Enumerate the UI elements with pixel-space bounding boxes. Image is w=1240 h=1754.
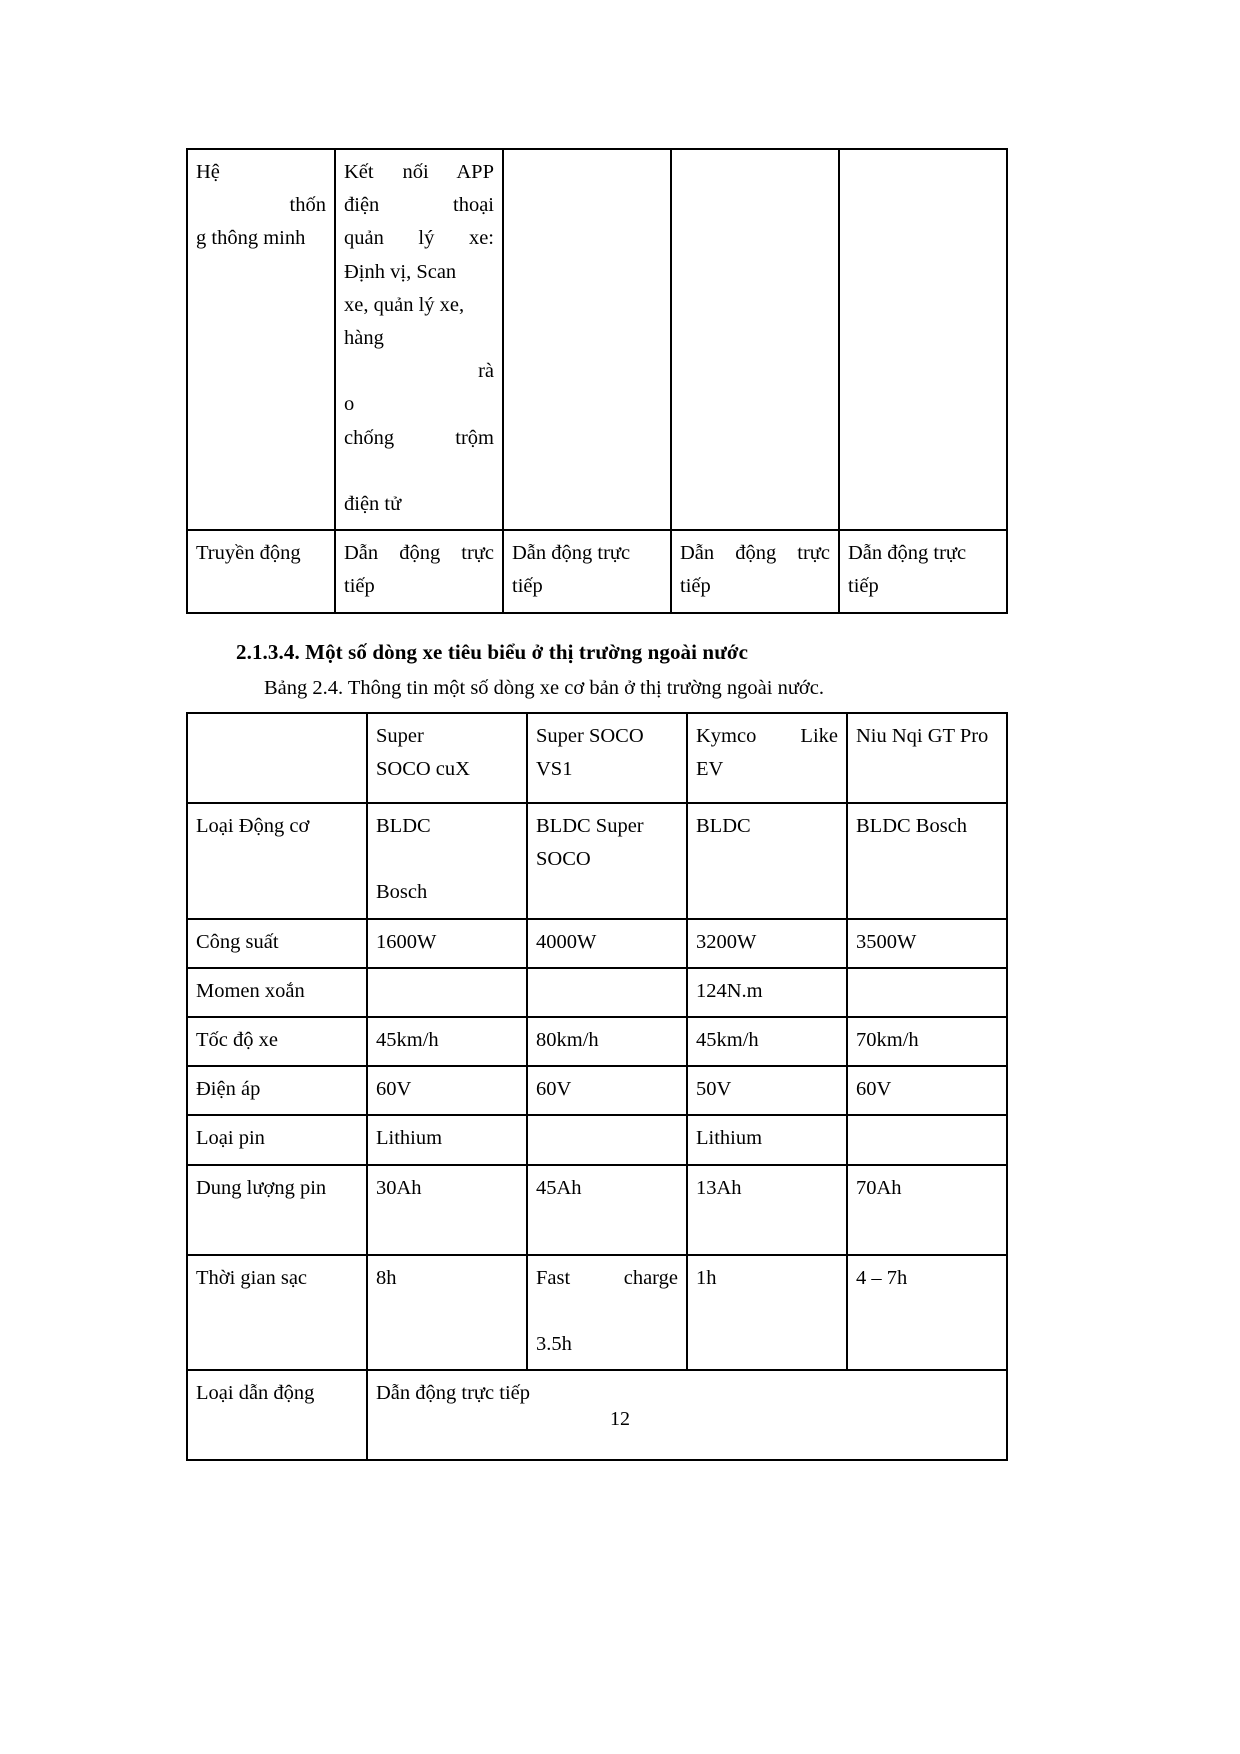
cell-line: 8h — [376, 1266, 397, 1289]
cell-line: quản lý xe: — [344, 227, 494, 250]
row-value-cell — [527, 1017, 687, 1066]
row-value-cell — [847, 968, 1007, 1017]
row-value-cell — [503, 530, 671, 612]
row-value-cell — [847, 1066, 1007, 1115]
row-value-cell — [847, 803, 1007, 919]
cell-line: Dẫn động trực — [512, 542, 631, 565]
cell-line: 3200W — [696, 930, 757, 953]
row-label-cell — [187, 149, 335, 530]
row-label-line: Truyền động — [196, 542, 301, 565]
cell-line: điện tử — [344, 493, 402, 516]
row-value-cell — [687, 803, 847, 919]
cell-line: BLDC — [376, 815, 431, 837]
cell-line: 70Ah — [856, 1176, 902, 1199]
cell-line: Dẫn động trực — [680, 542, 830, 565]
table-row — [187, 1255, 1007, 1371]
cell-line: 1600W — [376, 930, 437, 953]
row-value-cell — [687, 1115, 847, 1164]
cell-line: Định vị, Scan — [344, 260, 457, 283]
cell-line: Dẫn động trực tiếp — [376, 1382, 531, 1405]
header-cell-model-2 — [527, 713, 687, 803]
row-value-cell — [527, 1165, 687, 1255]
cell-line: 60V — [856, 1078, 892, 1101]
row-value-cell — [687, 1066, 847, 1115]
row-value-cell — [687, 919, 847, 968]
cell-line: BLDC — [696, 815, 751, 837]
row-value-cell — [839, 149, 1007, 530]
smart-system-table — [186, 148, 1008, 614]
cell-line: 4 – 7h — [856, 1266, 908, 1289]
cell-line: tiếp — [344, 575, 375, 598]
row-value-cell — [527, 1255, 687, 1371]
cell-line: Lithium — [696, 1127, 763, 1150]
row-label: Thời gian sạc — [196, 1266, 308, 1289]
cell-line: 124N.m — [696, 979, 763, 1002]
row-value-cell — [367, 1066, 527, 1115]
row-value-cell — [839, 530, 1007, 612]
cell-line: SOCO — [536, 848, 591, 871]
row-value-cell — [671, 149, 839, 530]
table-row — [187, 530, 1007, 612]
header-line: Niu Nqi GT Pro — [856, 725, 989, 747]
row-value-cell — [367, 1255, 527, 1371]
header-cell-model-3 — [687, 713, 847, 803]
row-label-cell — [187, 530, 335, 612]
row-label: Điện áp — [196, 1078, 261, 1101]
row-value-cell — [527, 919, 687, 968]
row-label-cell — [187, 968, 367, 1017]
row-value-cell — [367, 1115, 527, 1164]
table-row — [187, 1115, 1007, 1164]
cell-line: 60V — [376, 1078, 412, 1101]
row-label: Momen xoắn — [196, 979, 305, 1002]
table-row — [187, 919, 1007, 968]
cell-line: tiếp — [848, 575, 879, 598]
row-label: Loại Động cơ — [196, 815, 310, 837]
header-cell-model-4 — [847, 713, 1007, 803]
cell-line: 45km/h — [376, 1029, 439, 1052]
header-cell-model-1 — [367, 713, 527, 803]
row-label: Công suất — [196, 930, 279, 953]
row-value-cell — [367, 919, 527, 968]
header-corner-cell — [187, 713, 367, 803]
row-value-cell — [847, 1115, 1007, 1164]
row-label: Dung lượng pin — [196, 1176, 327, 1199]
cell-line: BLDC Bosch — [856, 815, 968, 837]
row-value-cell — [527, 1115, 687, 1164]
table-row — [187, 1066, 1007, 1115]
table-row — [187, 1017, 1007, 1066]
table-row — [187, 149, 1007, 530]
cell-line: 4000W — [536, 930, 597, 953]
row-value-cell — [687, 968, 847, 1017]
row-label: Tốc độ xe — [196, 1029, 278, 1052]
cell-line: hàng — [344, 327, 384, 350]
row-value-cell — [367, 1017, 527, 1066]
cell-line: 3.5h — [536, 1333, 572, 1356]
cell-line: 30Ah — [376, 1176, 422, 1199]
row-value-cell — [367, 1165, 527, 1255]
row-label: Loại dẫn động — [196, 1382, 315, 1405]
spacer — [536, 1295, 678, 1328]
cell-line: 3500W — [856, 930, 917, 953]
cell-line: Dẫn động trực — [848, 542, 967, 565]
row-value-cell — [335, 149, 503, 530]
cell-line: Lithium — [376, 1127, 443, 1150]
table-row — [187, 803, 1007, 919]
table-two-container — [186, 712, 1008, 1461]
spacer — [344, 455, 494, 488]
row-value-cell — [367, 968, 527, 1017]
cell-line: 13Ah — [696, 1176, 742, 1199]
table-row — [187, 968, 1007, 1017]
cell-line: 45Ah — [536, 1176, 582, 1199]
row-label-line: thốn — [289, 194, 326, 217]
header-line: EV — [696, 758, 724, 781]
row-value-cell — [367, 803, 527, 919]
cell-line: rà — [478, 360, 494, 383]
cell-line: điện thoại — [344, 194, 494, 217]
foreign-models-table — [186, 712, 1008, 1461]
cell-line: 50V — [696, 1078, 732, 1101]
row-label-line: Hệ — [196, 161, 220, 183]
row-value-cell — [527, 803, 687, 919]
cell-line: Bosch — [376, 881, 428, 904]
spacer — [376, 843, 518, 876]
row-value-cell — [527, 1066, 687, 1115]
row-label-cell — [187, 1115, 367, 1164]
row-value-cell — [847, 1165, 1007, 1255]
section-heading: 2.1.3.4. Một số dòng xe tiêu biểu ở thị trường ngoài nước — [236, 640, 749, 664]
cell-line: tiếp — [680, 575, 711, 598]
cell-line: Dẫn động trực — [344, 542, 494, 565]
cell-line: 80km/h — [536, 1029, 599, 1052]
row-value-cell — [671, 530, 839, 612]
cell-line: 45km/h — [696, 1029, 759, 1052]
cell-line: o — [344, 393, 355, 416]
table-caption: Bảng 2.4. Thông tin một số dòng xe cơ bản ở thị trường ngoài nước. — [264, 677, 824, 699]
header-line: Super SOCO — [536, 725, 644, 747]
row-label-cell — [187, 1255, 367, 1371]
row-label-cell — [187, 1066, 367, 1115]
cell-line: Kết nối APP — [344, 161, 494, 183]
cell-line: Fast charge — [536, 1266, 678, 1289]
row-label-cell — [187, 1017, 367, 1066]
header-line: VS1 — [536, 758, 573, 781]
cell-line: BLDC Super — [536, 815, 644, 837]
cell-line: 1h — [696, 1266, 717, 1289]
header-line: SOCO cuX — [376, 758, 470, 781]
row-value-cell — [335, 530, 503, 612]
cell-line: 60V — [536, 1078, 572, 1101]
row-value-cell — [687, 1017, 847, 1066]
cell-line: xe, quản lý xe, — [344, 293, 465, 316]
cell-line: chống trộm — [344, 426, 494, 449]
cell-line: tiếp — [512, 575, 543, 598]
row-value-cell — [847, 919, 1007, 968]
page-number: 12 — [610, 1408, 630, 1430]
cell-line: 70km/h — [856, 1029, 919, 1052]
row-value-cell — [847, 1017, 1007, 1066]
table-header-row — [187, 713, 1007, 803]
table-one-container — [186, 148, 1008, 614]
table-row — [187, 1165, 1007, 1255]
header-line: Super — [376, 725, 424, 747]
row-value-cell — [527, 968, 687, 1017]
row-value-cell — [687, 1255, 847, 1371]
row-value-cell — [503, 149, 671, 530]
row-value-cell — [847, 1255, 1007, 1371]
row-value-cell — [687, 1165, 847, 1255]
header-line: Kymco Like — [696, 725, 838, 747]
row-label-cell — [187, 1165, 367, 1255]
row-label-cell — [187, 919, 367, 968]
row-label-line: g thông minh — [196, 227, 306, 250]
row-label: Loại pin — [196, 1127, 265, 1150]
row-label-cell — [187, 803, 367, 919]
